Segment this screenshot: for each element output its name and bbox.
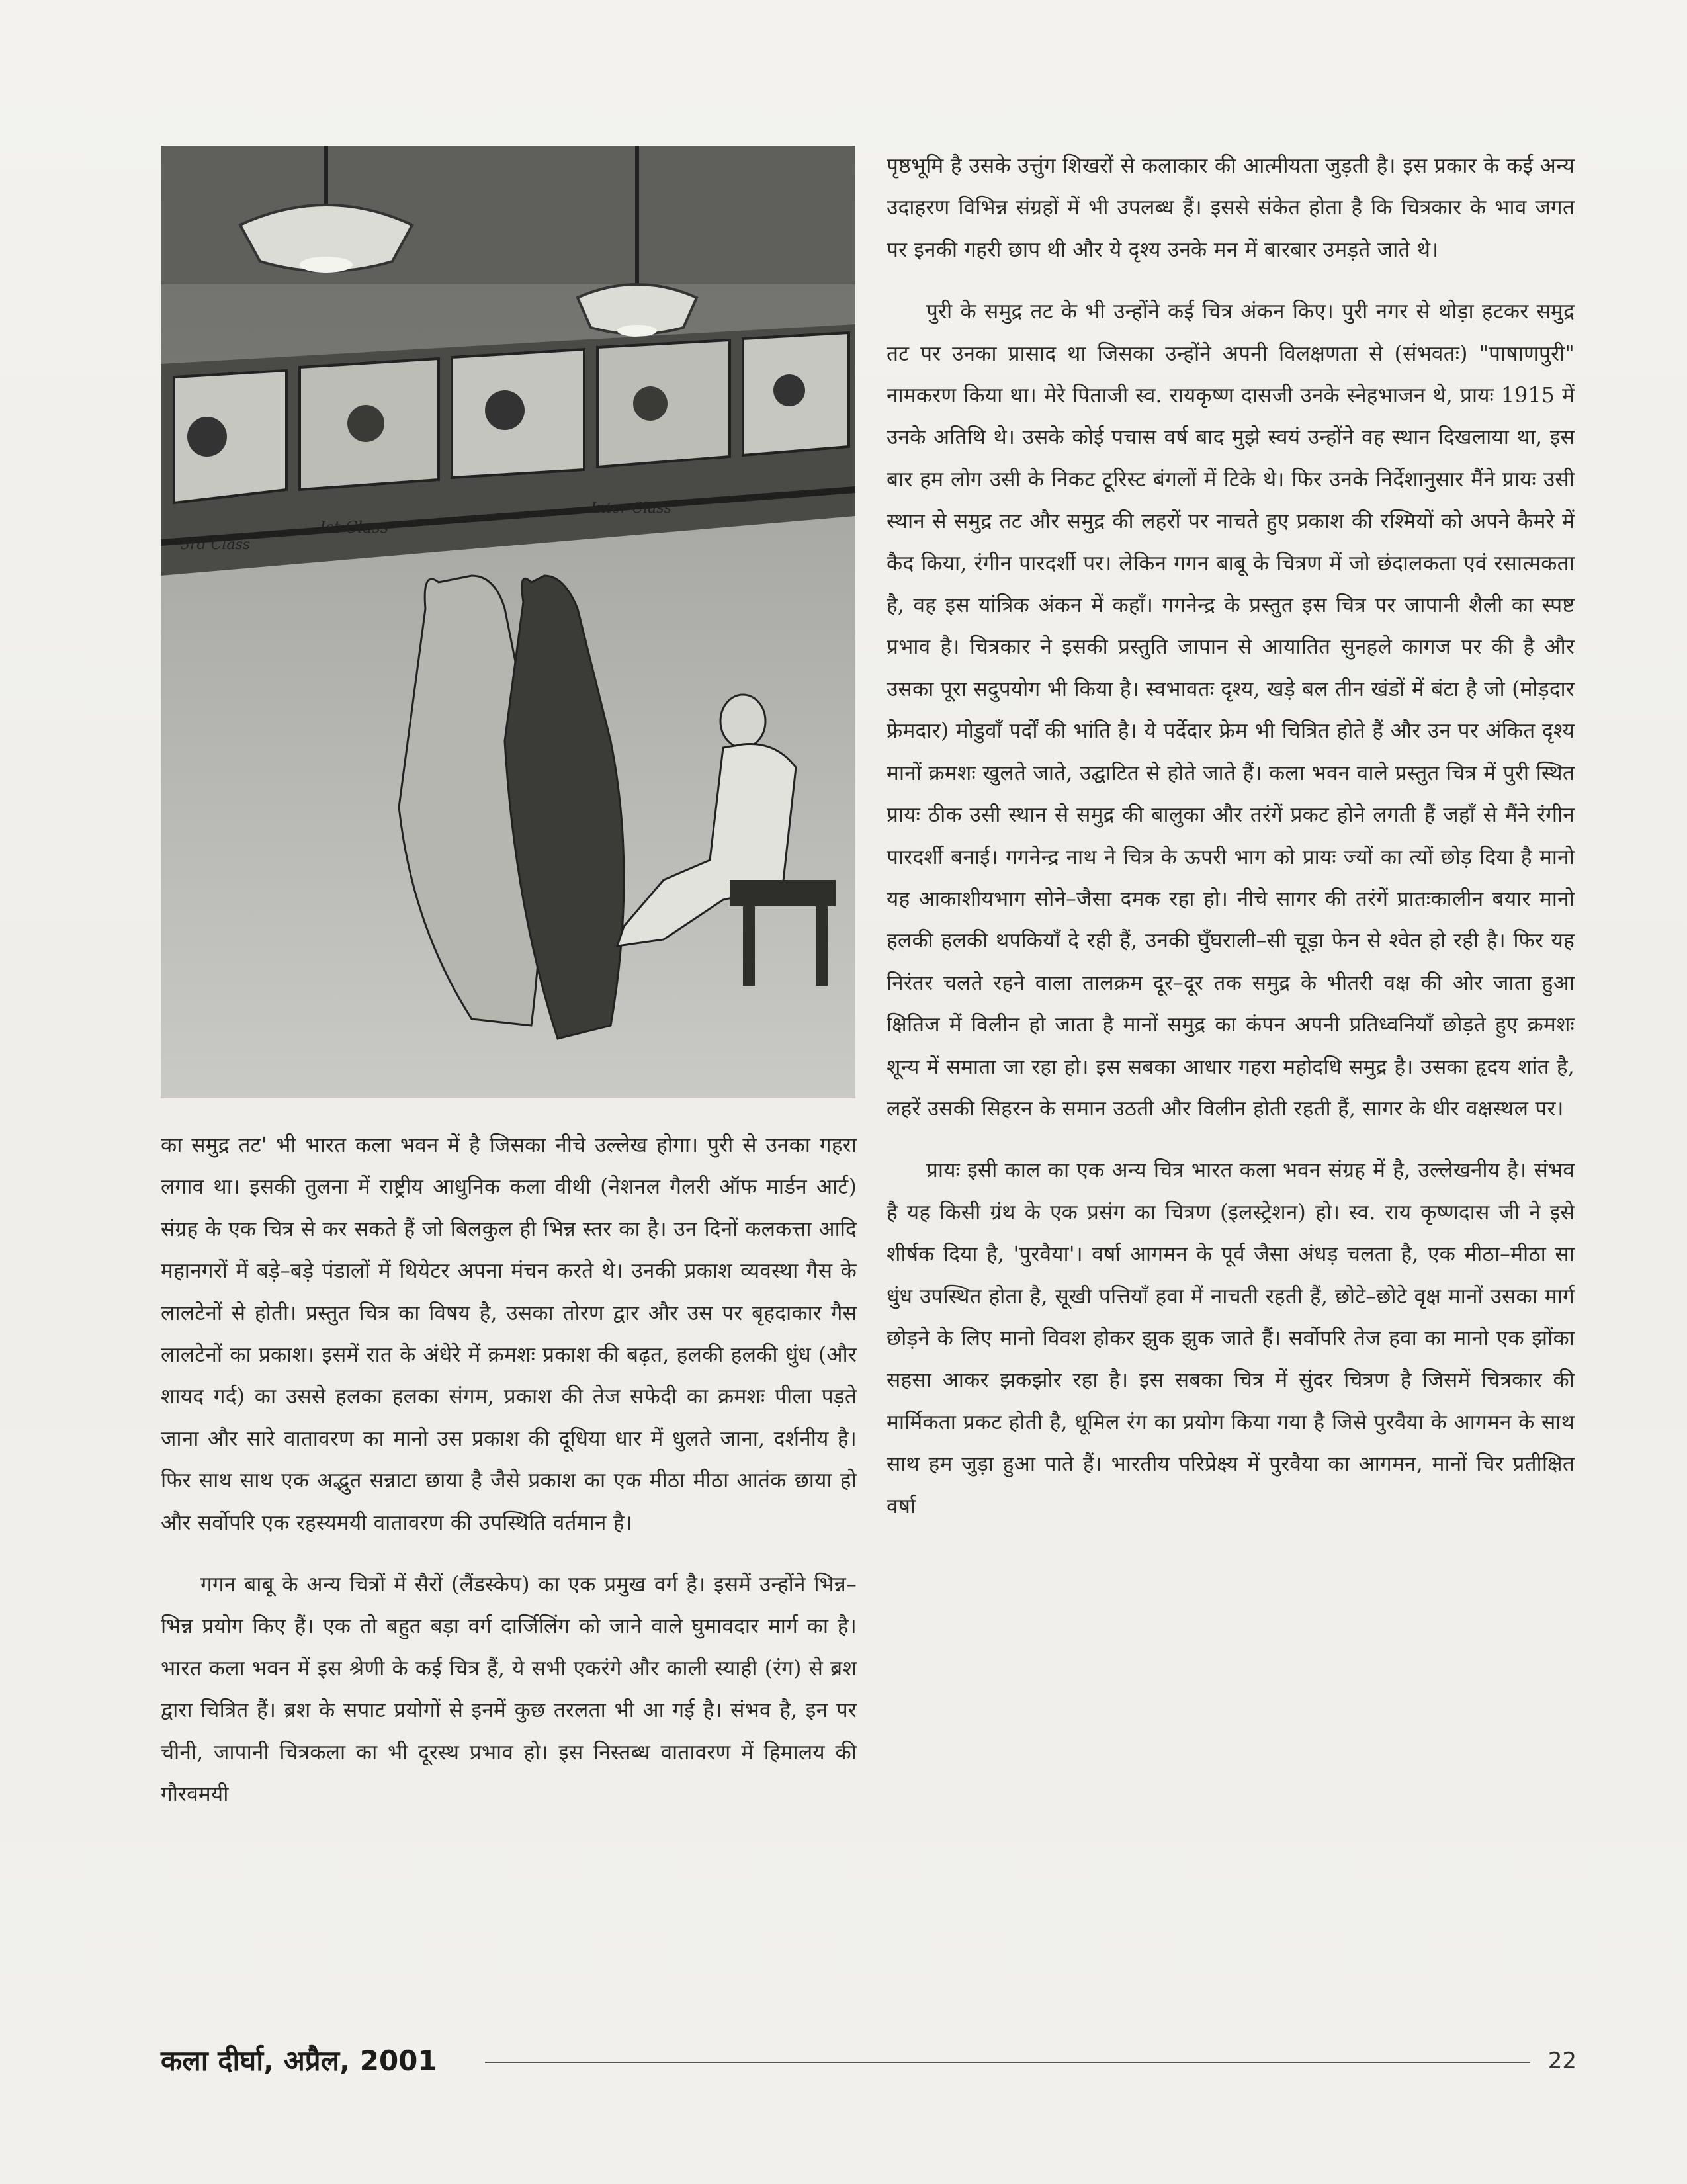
left-paragraph-1: का समुद्र तट' भी भारत कला भवन में है जिसका नीचे उल्लेख होगा। पुरी से उनका गहरा लगाव था। इसकी तुलना में राष्ट्रीय आधुनिक कला वीथी (नेशनल गैलरी ऑफ मार्डन आर्ट) संग्रह के एक चित्र से कर सकते हैं जो बिलकुल ही भिन्न स्तर का है। उन दिनों कलकत्ता आदि महानगरों में बड़े–बड़े पंडालों में थियेटर अपना मंचन करते थे। उनकी प्रकाश व्यवस्था गैस के लालटेनों से होती। प्रस्तुत चित्र का विषय है, उसका तोरण द्वार और उस पर बृहदाकार गैस लालटेनों का प्रकाश। इसमें रात के अंधेरे में क्रमशः प्रकाश की बढ़त, हलकी हलकी धुंध (और शायद गर्द) का उससे हलका हलका संगम, प्रकाश की तेज सफेदी का क्रमशः पीला पड़ते जाना और सारे वातावरण का मानो उस प्रकाश की दूधिया धार में धुलते जाना, दर्शनीय है। फिर साथ साथ एक अद्भुत सन्नाटा छाया है जैसे प्रकाश का एक मीठा मीठा आतंक छाया हो और सर्वोपरि एक रहस्यमयी वातावरण की उपस्थिति वर्तमान है। <box>161 1133 857 1535</box>
left-paragraph-2: गगन बाबू के अन्य चित्रों में सैरों (लैंडस्केप) का एक प्रमुख वर्ग है। इसमें उन्होंने भिन्न–भिन्न प्रयोग किए हैं। एक तो बहुत बड़ा वर्ग दार्जिलिंग को जाने वाले घुमावदार मार्ग का है। भारत कला भवन में इस श्रेणी के कई चित्र हैं, ये सभी एकरंगे और काली स्याही (रंग) से ब्रश द्वारा चित्रित हैं। ब्रश के सपाट प्रयोगों से इनमें कुछ तरलता भी आ गई है। संभव है, इन पर चीनी, जापानी चित्रकला का भी दूरस्थ प्रभाव हो। इस निस्तब्ध वातावरण में हिमालय की गौरवमयी <box>161 1573 857 1807</box>
right-paragraph-3: प्रायः इसी काल का एक अन्य चित्र भारत कला भवन संग्रह में है, उल्लेखनीय है। संभव है यह किसी ग्रंथ के एक प्रसंग का चित्रण (इलस्ट्रेशन) हो। स्व. राय कृष्णदास जी ने इसे शीर्षक दिया है, 'पुरवैया'। वर्षा आगमन के पूर्व जैसा अंधड़ चलता है, एक मीठा–मीठा सा धुंध उपस्थित होता है, सूखी पत्तियाँ हवा में नाचती रहती हैं, छोटे–छोटे वृक्ष मानों उसका मार्ग छोड़ने के लिए मानो विवश होकर झुक झुक जाते हैं। सर्वोपरि तेज हवा का मानो एक झोंका सहसा आकर झकझोर रहा है। इस सबका चित्र में सुंदर चित्रण है जिसमें चित्रकार की मार्मिकता प्रकट होती है, धूमिल रंग का प्रयोग किया गया है जिसे पुरवैया के आगमन के साथ साथ हम जुड़ा हुआ पाते हैं। भारतीय परिप्रेक्ष्य में पुरवैया का आगमन, मानों चिर प्रतीक्षित वर्षा <box>887 1158 1575 1518</box>
sign-third-class: 3rd Class <box>181 537 251 553</box>
right-column <box>887 146 1575 1528</box>
right-paragraph-2: पुरी के समुद्र तट के भी उन्होंने कई चित्र अंकन किए। पुरी नगर से थोड़ा हटकर समुद्र तट पर उनका प्रासाद था जिसका उन्होंने अपनी विलक्षणता से (संभवतः) "पाषाणपुरी" नामकरण किया था। मेरे पिताजी स्व. रायकृष्ण दासजी उनके स्नेहभाजन थे, प्रायः 1915 में उनके अतिथि थे। उसके कोई पचास वर्ष बाद मुझे स्वयं उन्होंने वह स्थान दिखलाया था, इस बार हम लोग उसी के निकट टूरिस्ट बंगलों में टिके थे। फिर उनके निर्देशानुसार मैंने प्रायः उसी स्थान से समुद्र तट और समुद्र की लहरों पर नाचते हुए प्रकाश की रश्मियों को अपने कैमरे में कैद किया, रंगीन पारदर्शी पर। लेकिन गगन बाबू के चित्रण में जो छंदालकता एवं रसात्मकता है, वह इस यांत्रिक अंकन में कहाँ। गगनेन्द्र के प्रस्तुत इस चित्र पर जापानी शैली का स्पष्ट प्रभाव है। चित्रकार ने इसकी प्रस्तुति जापान से आयातित सुनहले कागज पर की है और उसका पूरा सदुपयोग भी किया है। स्वभावतः दृश्य, खड़े बल तीन खंडों में बंटा है जो (मोड़दार फ्रेमदार) मोडुवाँ पर्दों की भांति है। ये पर्देदार फ्रेम भी चित्रित होते हैं और उन पर अंकित दृश्य मानों क्रमशः खुलते जाते, उद्घाटित से होते जाते हैं। कला भवन वाले प्रस्तुत चित्र में पुरी स्थित प्रायः ठीक उसी स्थान से समुद्र की बालुका और तरंगें प्रकट होने लगती हैं जहाँ से मैंने रंगीन पारदर्शी बनाई। गगनेन्द्र नाथ ने चित्र के ऊपरी भाग को प्रायः ज्यों का त्यों छोड़ दिया है मानो यह आकाशीयभाग सोने–जैसा दमक रहा हो। नीचे सागर की तरंगें प्रातःकालीन बयार मानो हलकी हलकी थपकियाँ दे रही हैं, उनकी घुँघराली–सी चूड़ा फेन से श्वेत हो रही है। फिर यह निरंतर चलते रहने वाला तालक्रम दूर–दूर तक समुद्र के भीतरी वक्ष की ओर जाता हुआ क्षितिज में विलीन हो जाता है मानों समुद्र का कंपन अपनी प्रतिध्वनियाँ छोड़ते हुए क्रमशः शून्य में समाता जा रहा हो। इस सबका आधार गहरा महोदधि समुद्र है। उसका हृदय शांत है, लहरें उसकी सिहरन के समान उठती और विलीन होती रहती हैं, सागर के धीर वक्षस्थल पर। <box>887 300 1575 1121</box>
right-paragraph-1: पृष्ठभूमि है उसके उत्तुंग शिखरों से कलाकार की आत्मीयता जुड़ती है। इस प्रकार के कई अन्य उदाहरण विभिन्न संग्रहों में भी उपलब्ध हैं। इससे संकेत होता है कि चित्रकार के भाव जगत पर इनकी गहरी छाप थी और ये दृश्य उनके मन में बारबार उमड़ते जाते थे। <box>887 154 1575 262</box>
page-number: 22 <box>1547 2048 1577 2074</box>
painting-svg <box>161 146 855 1098</box>
footer-magazine-title: कला दीर्घा, अप्रैल, 2001 <box>161 2044 437 2077</box>
page-footer <box>161 2041 1577 2081</box>
sign-first-class: Ist Class <box>320 518 389 537</box>
sign-inter-class: Inter Class <box>591 500 671 517</box>
footer-divider <box>485 2062 1530 2063</box>
left-column <box>161 1125 857 1816</box>
painting-illustration <box>161 146 855 1098</box>
